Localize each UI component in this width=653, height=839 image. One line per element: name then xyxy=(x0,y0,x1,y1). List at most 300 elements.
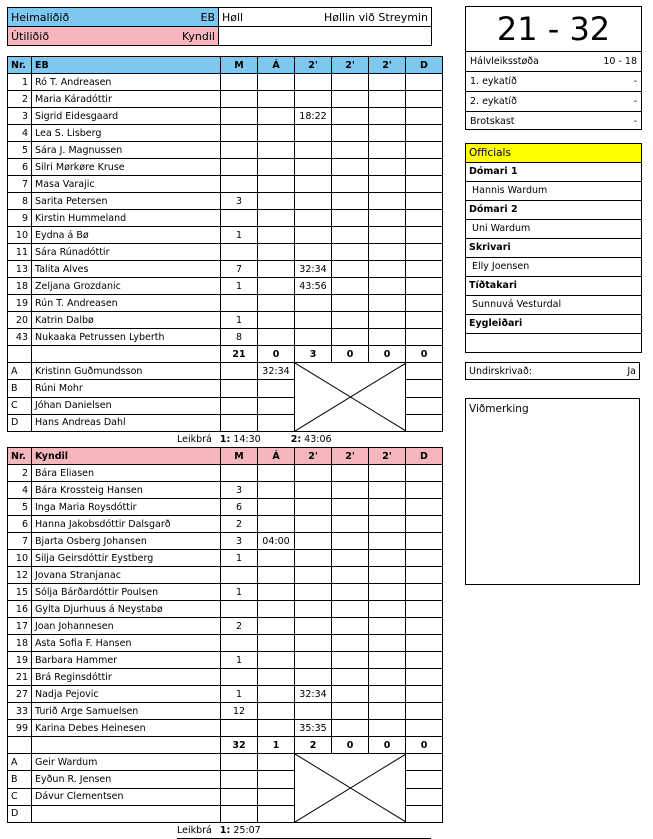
player-m xyxy=(221,601,258,618)
staff-a: 32:34 xyxy=(258,363,295,380)
col-s1-header: 2' xyxy=(295,448,332,465)
signed-value: Ja xyxy=(627,366,636,377)
player-d xyxy=(406,550,443,567)
table-row xyxy=(8,125,443,142)
extra-label: 1. eykatíð xyxy=(470,76,517,87)
away-label: Útiliðið xyxy=(11,29,50,43)
player-s1 xyxy=(295,652,332,669)
player-name: Rún T. Andreasen xyxy=(32,295,221,312)
staff-d xyxy=(406,414,443,431)
player-s1 xyxy=(295,482,332,499)
player-d xyxy=(406,686,443,703)
player-number: 18 xyxy=(8,278,32,295)
player-s3 xyxy=(369,193,406,210)
player-s3 xyxy=(369,91,406,108)
player-d xyxy=(406,108,443,125)
table-row xyxy=(8,227,443,244)
player-number: 19 xyxy=(8,652,32,669)
player-m: 3 xyxy=(221,533,258,550)
staff-m xyxy=(221,771,258,788)
halftime-label: Hálvleiksstøða xyxy=(470,56,539,67)
player-name: Joan Johannesen xyxy=(32,618,221,635)
player-name: Bjarta Osberg Johansen xyxy=(32,533,221,550)
total-s2: 0 xyxy=(332,737,369,754)
table-row xyxy=(8,567,443,584)
player-s1 xyxy=(295,227,332,244)
timeouts-row xyxy=(177,823,431,839)
table-header-row xyxy=(8,448,443,465)
staff-a xyxy=(258,414,295,431)
player-a xyxy=(258,193,295,210)
player-a xyxy=(258,584,295,601)
extra-value: - xyxy=(633,76,637,87)
player-name: Inga Maria Roysdóttir xyxy=(32,499,221,516)
player-a xyxy=(258,703,295,720)
staff-a xyxy=(258,788,295,805)
player-number: 2 xyxy=(8,465,32,482)
player-number: 7 xyxy=(8,176,32,193)
player-name: Silja Geirsdóttir Eystberg xyxy=(32,550,221,567)
away-team: Kyndil xyxy=(182,29,215,43)
signed-label: Undirskrivað: xyxy=(469,366,533,377)
staff-code: C xyxy=(8,788,32,805)
player-d xyxy=(406,142,443,159)
player-number: 7 xyxy=(8,533,32,550)
staff-a xyxy=(258,380,295,397)
player-a xyxy=(258,482,295,499)
player-s2 xyxy=(332,91,369,108)
player-a xyxy=(258,227,295,244)
staff-m xyxy=(221,754,258,771)
player-s3 xyxy=(369,261,406,278)
extra-label: 2. eykatíð xyxy=(470,96,517,107)
player-d xyxy=(406,295,443,312)
player-s3 xyxy=(369,618,406,635)
player-s3 xyxy=(369,550,406,567)
extra-value: - xyxy=(633,96,637,107)
halftime-score: 10 - 18 xyxy=(603,56,637,67)
player-s1 xyxy=(295,516,332,533)
player-d xyxy=(406,278,443,295)
player-a xyxy=(258,329,295,346)
player-number: 15 xyxy=(8,584,32,601)
table-row xyxy=(8,295,443,312)
away-player-table xyxy=(7,447,443,823)
player-a xyxy=(258,550,295,567)
player-s2 xyxy=(332,244,369,261)
player-s2 xyxy=(332,261,369,278)
player-name: Sarita Petersen xyxy=(32,193,221,210)
player-number: 2 xyxy=(8,91,32,108)
timeouts-label: Leikbrá xyxy=(177,434,212,445)
table-row xyxy=(8,108,443,125)
player-name: Nukaaka Petrussen Lyberth xyxy=(32,329,221,346)
player-m xyxy=(221,108,258,125)
player-s2 xyxy=(332,686,369,703)
player-a xyxy=(258,91,295,108)
player-number: 16 xyxy=(8,601,32,618)
remarks-box xyxy=(465,398,640,585)
col-s2-header: 2' xyxy=(332,448,369,465)
table-row xyxy=(8,142,443,159)
player-a xyxy=(258,312,295,329)
player-s1: 32:34 xyxy=(295,686,332,703)
table-row xyxy=(8,669,443,686)
player-s3 xyxy=(369,720,406,737)
player-m: 1 xyxy=(221,584,258,601)
staff-row xyxy=(8,754,443,771)
player-s1: 18:22 xyxy=(295,108,332,125)
player-s3 xyxy=(369,499,406,516)
player-s2 xyxy=(332,176,369,193)
player-s1 xyxy=(295,91,332,108)
total-s1: 2 xyxy=(295,737,332,754)
totals-blank xyxy=(8,737,32,754)
col-nr-header: Nr. xyxy=(8,57,32,74)
player-d xyxy=(406,244,443,261)
player-m xyxy=(221,176,258,193)
player-a xyxy=(258,669,295,686)
player-name: Sigrid Eidesgaard xyxy=(32,108,221,125)
player-a xyxy=(258,176,295,193)
staff-name: Hans Andreas Dahl xyxy=(32,414,221,431)
player-m xyxy=(221,295,258,312)
player-m: 6 xyxy=(221,499,258,516)
col-d-header: D xyxy=(406,57,443,74)
player-s1 xyxy=(295,584,332,601)
player-m: 3 xyxy=(221,482,258,499)
timeouts-row xyxy=(177,432,431,448)
player-name: Sára Rúnadóttir xyxy=(32,244,221,261)
total-s1: 3 xyxy=(295,346,332,363)
player-m xyxy=(221,142,258,159)
player-s1 xyxy=(295,550,332,567)
player-d xyxy=(406,193,443,210)
player-name: Silri Mørkøre Kruse xyxy=(32,159,221,176)
table-row xyxy=(8,482,443,499)
total-d: 0 xyxy=(406,346,443,363)
player-d xyxy=(406,176,443,193)
player-d xyxy=(406,159,443,176)
staff-d xyxy=(406,788,443,805)
totals-row xyxy=(8,346,443,363)
table-row xyxy=(8,533,443,550)
total-s3: 0 xyxy=(369,737,406,754)
player-d xyxy=(406,652,443,669)
player-number: 1 xyxy=(8,74,32,91)
staff-a xyxy=(258,754,295,771)
player-s1 xyxy=(295,567,332,584)
player-s1 xyxy=(295,193,332,210)
player-a xyxy=(258,720,295,737)
venue-label: Høll xyxy=(222,10,244,24)
player-name: Nadja Pejovic xyxy=(32,686,221,703)
official-role: Eygleiðari xyxy=(466,315,641,334)
player-m: 3 xyxy=(221,193,258,210)
player-s3 xyxy=(369,533,406,550)
player-d xyxy=(406,635,443,652)
player-a xyxy=(258,108,295,125)
extra-row xyxy=(466,92,641,112)
player-s2 xyxy=(332,533,369,550)
player-s1 xyxy=(295,533,332,550)
player-s1 xyxy=(295,176,332,193)
player-m: 1 xyxy=(221,550,258,567)
player-d xyxy=(406,74,443,91)
col-m-header: M xyxy=(221,448,258,465)
col-s3-header: 2' xyxy=(369,448,406,465)
player-m: 1 xyxy=(221,278,258,295)
player-s1 xyxy=(295,74,332,91)
player-s2 xyxy=(332,295,369,312)
player-m: 12 xyxy=(221,703,258,720)
player-s1 xyxy=(295,244,332,261)
player-a xyxy=(258,295,295,312)
final-score: 21 - 32 xyxy=(466,7,641,52)
player-s3 xyxy=(369,669,406,686)
player-s1: 35:35 xyxy=(295,720,332,737)
player-s3 xyxy=(369,159,406,176)
staff-code: D xyxy=(8,805,32,822)
table-row xyxy=(8,176,443,193)
player-name: Asta Sofia F. Hansen xyxy=(32,635,221,652)
player-s3 xyxy=(369,295,406,312)
player-s3 xyxy=(369,329,406,346)
player-s3 xyxy=(369,652,406,669)
timeout-1-label: 1: xyxy=(219,434,231,445)
player-s1 xyxy=(295,499,332,516)
player-d xyxy=(406,312,443,329)
player-number: 21 xyxy=(8,669,32,686)
player-s1: 32:34 xyxy=(295,261,332,278)
player-d xyxy=(406,584,443,601)
staff-m xyxy=(221,397,258,414)
official-name: Hannis Wardum xyxy=(466,182,641,201)
table-row xyxy=(8,261,443,278)
player-s2 xyxy=(332,584,369,601)
staff-name: Eyðun R. Jensen xyxy=(32,771,221,788)
totals-blank xyxy=(32,737,221,754)
player-m xyxy=(221,74,258,91)
staff-name xyxy=(32,805,221,822)
player-m xyxy=(221,125,258,142)
player-a xyxy=(258,618,295,635)
staff-a xyxy=(258,805,295,822)
player-s3 xyxy=(369,465,406,482)
player-s3 xyxy=(369,686,406,703)
total-s3: 0 xyxy=(369,346,406,363)
official-name: Sunnuvá Vesturdal xyxy=(466,296,641,315)
player-m xyxy=(221,567,258,584)
player-m xyxy=(221,91,258,108)
staff-m xyxy=(221,788,258,805)
player-s1 xyxy=(295,703,332,720)
total-a: 0 xyxy=(258,346,295,363)
player-name: Karina Debes Heinesen xyxy=(32,720,221,737)
staff-row xyxy=(8,363,443,380)
player-s2 xyxy=(332,74,369,91)
player-m: 7 xyxy=(221,261,258,278)
player-number: 5 xyxy=(8,142,32,159)
player-number: 99 xyxy=(8,720,32,737)
venue: Høllin við Streymin xyxy=(323,10,428,24)
player-d xyxy=(406,601,443,618)
player-a xyxy=(258,244,295,261)
player-s3 xyxy=(369,176,406,193)
player-s1 xyxy=(295,669,332,686)
player-s1 xyxy=(295,618,332,635)
player-a xyxy=(258,142,295,159)
player-number: 27 xyxy=(8,686,32,703)
player-name: Bára Krossteig Hansen xyxy=(32,482,221,499)
staff-code: D xyxy=(8,414,32,431)
official-name: Uni Wardum xyxy=(466,220,641,239)
player-s2 xyxy=(332,652,369,669)
player-m xyxy=(221,465,258,482)
table-row xyxy=(8,618,443,635)
col-m-header: M xyxy=(221,57,258,74)
player-s3 xyxy=(369,142,406,159)
player-name: Barbara Hammer xyxy=(32,652,221,669)
player-s2 xyxy=(332,227,369,244)
player-s3 xyxy=(369,584,406,601)
col-d-header: D xyxy=(406,448,443,465)
player-d xyxy=(406,91,443,108)
player-number: 11 xyxy=(8,244,32,261)
total-d: 0 xyxy=(406,737,443,754)
halftime-row xyxy=(466,52,641,72)
total-m: 32 xyxy=(221,737,258,754)
player-number: 10 xyxy=(8,227,32,244)
player-name: Hanna Jakobsdóttir Dalsgarð xyxy=(32,516,221,533)
player-m: 1 xyxy=(221,686,258,703)
player-s2 xyxy=(332,499,369,516)
table-row xyxy=(8,74,443,91)
player-s1 xyxy=(295,295,332,312)
player-m: 1 xyxy=(221,652,258,669)
player-name: Jovana Stranjanac xyxy=(32,567,221,584)
teams-header xyxy=(7,7,432,46)
player-name: Maria Káradóttir xyxy=(32,91,221,108)
player-s2 xyxy=(332,567,369,584)
player-number: 6 xyxy=(8,159,32,176)
player-name: Lea S. Lisberg xyxy=(32,125,221,142)
total-m: 21 xyxy=(221,346,258,363)
player-s2 xyxy=(332,465,369,482)
col-nr-header: Nr. xyxy=(8,448,32,465)
table-row xyxy=(8,193,443,210)
staff-d xyxy=(406,771,443,788)
player-s2 xyxy=(332,669,369,686)
player-name: Masa Varajic xyxy=(32,176,221,193)
player-number: 17 xyxy=(8,618,32,635)
player-number: 43 xyxy=(8,329,32,346)
player-name: Sára J. Magnussen xyxy=(32,142,221,159)
staff-name: Geir Wardum xyxy=(32,754,221,771)
officials-title: Officials xyxy=(466,144,641,163)
table-row xyxy=(8,499,443,516)
player-d xyxy=(406,227,443,244)
player-s3 xyxy=(369,601,406,618)
player-a xyxy=(258,159,295,176)
player-s2 xyxy=(332,703,369,720)
player-s2 xyxy=(332,108,369,125)
player-s3 xyxy=(369,516,406,533)
officials-box xyxy=(465,143,642,353)
staff-crossed-cell xyxy=(295,754,406,823)
player-a xyxy=(258,516,295,533)
home-team-block xyxy=(7,56,431,448)
player-d xyxy=(406,669,443,686)
player-d xyxy=(406,499,443,516)
staff-d xyxy=(406,380,443,397)
player-s2 xyxy=(332,720,369,737)
player-s3 xyxy=(369,312,406,329)
player-s2 xyxy=(332,516,369,533)
official-name: Elly Joensen xyxy=(466,258,641,277)
player-name: Turið Arge Samuelsen xyxy=(32,703,221,720)
player-s2 xyxy=(332,601,369,618)
player-s2 xyxy=(332,210,369,227)
staff-m xyxy=(221,380,258,397)
cross-mark-icon xyxy=(295,363,406,431)
player-m xyxy=(221,159,258,176)
player-s3 xyxy=(369,227,406,244)
player-number: 12 xyxy=(8,567,32,584)
table-row xyxy=(8,159,443,176)
staff-code: C xyxy=(8,397,32,414)
player-number: 20 xyxy=(8,312,32,329)
totals-blank xyxy=(32,346,221,363)
staff-code: A xyxy=(8,363,32,380)
player-m xyxy=(221,635,258,652)
cross-mark-icon xyxy=(295,754,406,822)
staff-name: Dávur Clementsen xyxy=(32,788,221,805)
player-d xyxy=(406,720,443,737)
team-name-header: Kyndil xyxy=(32,448,221,465)
player-number: 19 xyxy=(8,295,32,312)
timeout-2-value: 43:06 xyxy=(304,434,332,445)
player-s3 xyxy=(369,108,406,125)
table-row xyxy=(8,686,443,703)
staff-m xyxy=(221,805,258,822)
player-m: 1 xyxy=(221,312,258,329)
player-d xyxy=(406,703,443,720)
remarks-label: Viðmerking xyxy=(469,403,529,415)
player-s3 xyxy=(369,703,406,720)
staff-m xyxy=(221,363,258,380)
player-d xyxy=(406,482,443,499)
staff-crossed-cell xyxy=(295,363,406,432)
player-m xyxy=(221,244,258,261)
player-m xyxy=(221,669,258,686)
player-d xyxy=(406,329,443,346)
player-name: Ró T. Andreasen xyxy=(32,74,221,91)
player-s2 xyxy=(332,159,369,176)
player-number: 10 xyxy=(8,550,32,567)
venue-cell xyxy=(219,8,432,27)
player-s1 xyxy=(295,159,332,176)
player-a xyxy=(258,635,295,652)
player-a xyxy=(258,567,295,584)
timeout-1-value: 14:30 xyxy=(233,434,261,445)
player-s2 xyxy=(332,618,369,635)
col-s1-header: 2' xyxy=(295,57,332,74)
venue-blank-cell xyxy=(219,27,432,46)
player-s2 xyxy=(332,278,369,295)
player-s2 xyxy=(332,312,369,329)
player-a xyxy=(258,652,295,669)
